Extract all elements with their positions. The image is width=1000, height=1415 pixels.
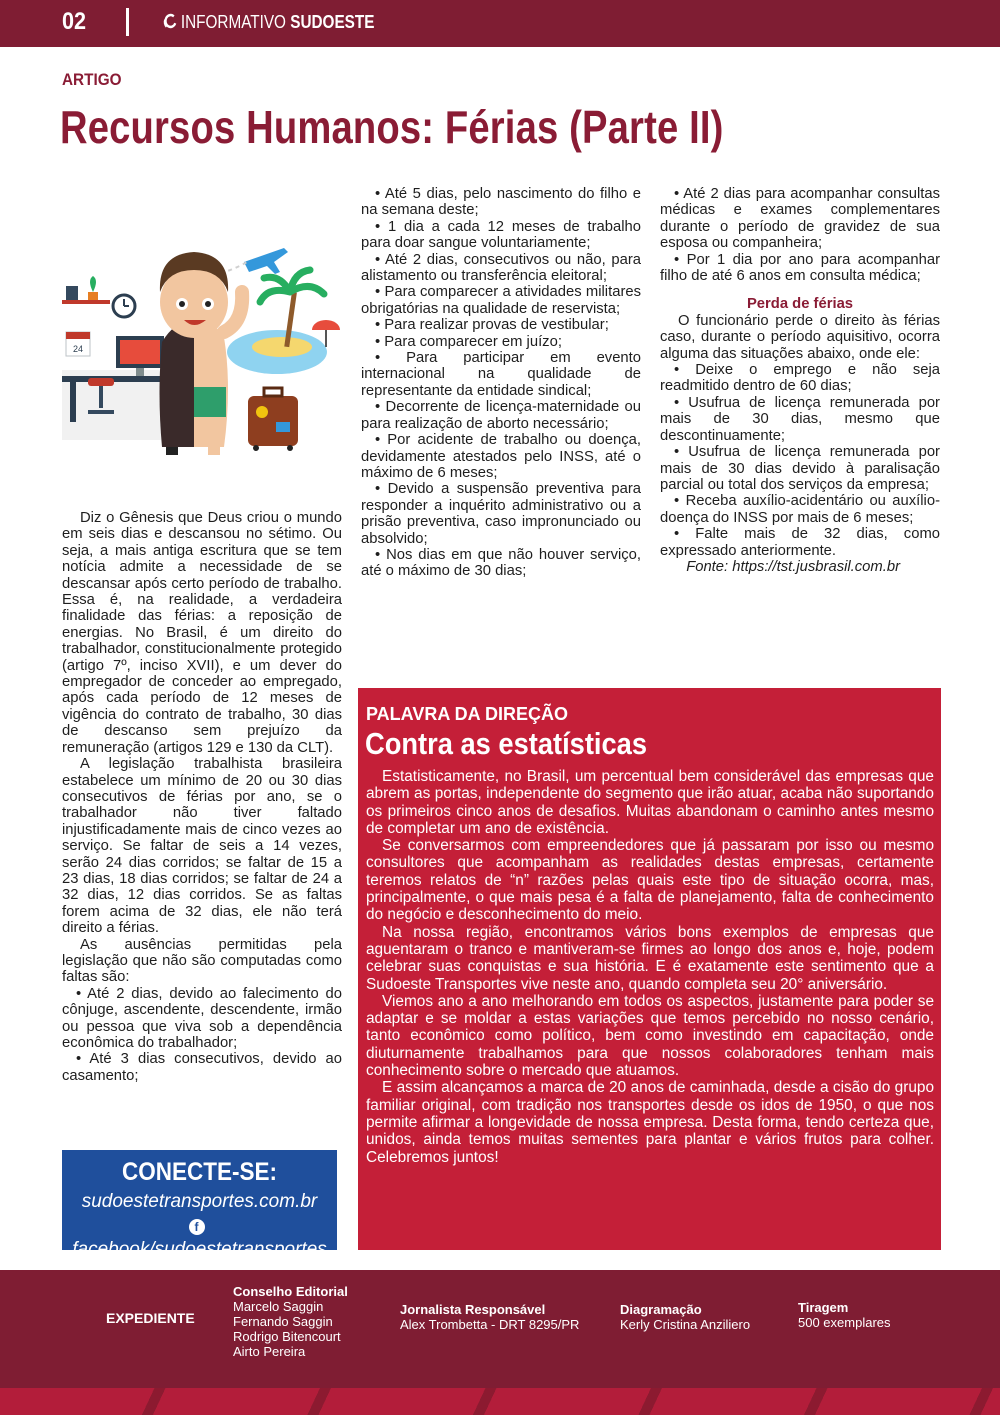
vacation-illustration: [62, 182, 342, 498]
list-item: • Até 3 dias consecutivos, devido ao casamento;: [62, 1051, 342, 1084]
diagramacao-label: Diagramação: [620, 1302, 702, 1317]
direction-label: PALAVRA DA DIREÇÃO: [366, 704, 568, 724]
source-credit: Fonte: https://tst.jusbrasil.com.br: [686, 558, 900, 575]
direction-paragraph: Na nossa região, encontramos vários bons exemplos de empresas que aguentaram o tranco e mantiveram-se firmes ao longo dos anos e, hoje, podem celebrar suas conquistas e sua história. E é exatamente este sentimento que a Sudoeste Transportes vive neste ano, quando completa seu 20° aniversário.: [366, 923, 934, 993]
list-item: • Devido a suspensão preventiva para responder a inquérito administrativo ou a prisão preventiva, caso impronunciado ou absolvido;: [361, 481, 641, 547]
jornalista-name: Alex Trombetta - DRT 8295/PR: [400, 1317, 580, 1332]
list-item: • Até 5 dias, pelo nascimento do filho e na semana deste;: [361, 186, 641, 219]
expediente-label: EXPEDIENTE: [106, 1310, 195, 1326]
connect-title: CONECTE-SE:: [121, 1158, 277, 1186]
brand-name: SUDOESTE: [290, 12, 375, 32]
list-item: • Falte mais de 32 dias, como expressado anteriormente.: [660, 526, 940, 559]
direction-body: [366, 768, 934, 1166]
list-item: • 1 dia a cada 12 meses de trabalho para doar sangue voluntariamente;: [361, 218, 641, 252]
page-number: 02: [62, 8, 87, 35]
list-item: • Nos dias em que não houver serviço, até o máximo de 30 dias;: [361, 546, 641, 580]
list-item: • Deixe o emprego e não seja readmitido dentro de 60 dias;: [660, 362, 940, 395]
direction-box: [358, 688, 941, 1250]
facebook-icon: f: [189, 1219, 205, 1235]
direction-title: Contra as estatísticas: [365, 726, 648, 761]
website-link[interactable]: sudoestetransportes.com.br: [81, 1191, 318, 1212]
direction-paragraph: Estatisticamente, no Brasil, um percentual bem considerável das empresas que abrem as portas, independente do segmento que irão atuar, acaba não suportando os primeiros cinco anos de desafios. Muitas abandonam o caminho antes mesmo de completar um ano de existência.: [366, 768, 934, 837]
conselho-editorial: [233, 1284, 348, 1359]
facebook-link[interactable]: [62, 1217, 337, 1261]
brand-prefix: INFORMATIVO: [180, 12, 286, 32]
list-item: • Até 2 dias para acompanhar consultas médicas e exames complementares durante o período de gravidez de sua esposa ou companheira;: [660, 186, 940, 252]
header-bar: [0, 0, 1000, 47]
list-item: • Decorrente de licença-maternidade ou para realização de aborto necessário;: [361, 399, 641, 432]
jornalista: [400, 1302, 579, 1332]
article-column-1: [62, 510, 342, 1084]
brand-logo-icon: [163, 13, 177, 30]
paragraph: A legislação trabalhista brasileira estabelece um mínimo de 20 ou 30 dias consecutivos de férias por ano, se o trabalhador não tiver faltado injustificadamente mais de cinco vezes ao serviço. Se faltar de seis a 14 vezes, serão 24 dias corridos; se faltar de 15 a 23 dias, 18 dias corridos; se faltar de 24 a 32 dias, 12 dias corridos. Se as faltas forem acima de 32 dias, ele não terá direito a férias.: [62, 756, 342, 937]
subheading: Perda de férias: [746, 296, 854, 313]
list-item: • Para comparecer em juízo;: [375, 333, 562, 350]
list-item: • Receba auxílio-acidentário ou auxílio-doença do INSS por mais de 6 meses;: [660, 493, 940, 526]
section-label: ARTIGO: [62, 70, 122, 89]
direction-paragraph: Viemos ano a ano melhorando em todos os aspectos, justamente para poder se adaptar e se moldar a estas variações que temos percebido no nosso cenário, tanto econômico como político, bem como investindo em capacitação, onde diuturnamente trabalhamos para que nossos colaboradores tenham mais conhecimento sobre o mercado que atuamos.: [366, 992, 934, 1080]
footer: [0, 1270, 1000, 1388]
tiragem-label: Tiragem: [798, 1300, 849, 1315]
paragraph: As ausências permitidas pela legislação que não são computadas como faltas são:: [62, 936, 342, 986]
paragraph: Diz o Gênesis que Deus criou o mundo em seis dias e descansou no sétimo. Ou seja, a mais antiga escritura que se tem notícia admite a necessidade de se descansar após certo período de trabalho. Essa é, na realidade, a verdadeira finalidade das férias: a reposição de energias. No Brasil, é um direito do trabalhador, constitucionalmente protegido (artigo 7º, inciso XVII), e um dever do empregador de conceder ao empregado, após cada período de 12 meses de vigência do contrato de trabalho, 30 dias de descanso sem prejuízo da remuneração (artigos 129 e 130 da CLT).: [62, 510, 342, 756]
list-item: • Usufrua de licença remunerada por mais de 30 dias devido à paralisação parcial ou total dos serviços da empresa;: [660, 444, 940, 493]
list-item: • Por acidente de trabalho ou doença, devidamente atestados pelo INSS, até o máximo de 6 meses;: [361, 432, 641, 481]
suitcase-icon: [248, 396, 298, 446]
brand: [163, 12, 374, 33]
connect-box: [62, 1150, 337, 1260]
facebook-link-text: facebook/sudoestetransportes: [72, 1239, 327, 1260]
list-item: • Para realizar provas de vestibular;: [375, 317, 609, 334]
list-item: • Para comparecer a atividades militares obrigatórias na qualidade de reservista;: [361, 284, 641, 317]
tiragem-value: 500 exemplares: [798, 1315, 891, 1330]
tiragem: [798, 1300, 891, 1330]
list-item: • Usufrua de licença remunerada por mais de 30 dias, mesmo que descontinuamente;: [660, 394, 940, 444]
direction-paragraph: E assim alcançamos a marca de 20 anos de caminhada, desde a cisão do grupo familiar original, com tradição nos transportes desde os idos de 1950, o que nos permite afirmar a longevidade de nossa empresa. Desta forma, tendo certeza que, unidos, ainda temos muitas sementes para plantar e vários frutos para colher. Celebremos juntos!: [366, 1079, 934, 1166]
jornalista-label: Jornalista Responsável: [400, 1302, 546, 1317]
paragraph: O funcionário perde o direito às férias caso, durante o período aquisitivo, ocorra alguma das situações abaixo, onde ele:: [660, 312, 940, 362]
header-divider: [126, 8, 129, 36]
footer-stripe: [0, 1388, 1000, 1415]
conselho-member: Marcelo Saggin: [233, 1299, 324, 1314]
direction-paragraph: Se conversarmos com empreendedores que já passaram por isso ou mesmo consultores que acompanham as realidades destas empresas, certamente teremos relatos de “n” razões pelas quais este tipo de situação ocorra, mas, principalmente, o que mais pesa é a falta de planejamento, falta de conhecimento do negócio e desconhecimento do meio.: [366, 837, 934, 924]
list-item: • Por 1 dia por ano para acompanhar filho de até 6 anos em consulta médica;: [660, 251, 940, 285]
list-item: • Até 2 dias, devido ao falecimento do cônjuge, ascendente, descendente, irmão ou pessoa que viva sob a dependência econômica do trabalhador;: [62, 985, 342, 1051]
conselho-member: Rodrigo Bitencourt: [233, 1329, 341, 1344]
conselho-member: Airto Pereira: [233, 1344, 306, 1359]
diagramacao-name: Kerly Cristina Anziliero: [620, 1317, 751, 1332]
article-column-2: [361, 186, 641, 580]
calendar-day: 24: [72, 344, 84, 354]
diagramacao: [620, 1302, 750, 1332]
list-item: • Até 2 dias, consecutivos ou não, para alistamento ou transferência eleitoral;: [361, 251, 641, 285]
list-item: • Para participar em evento internacional na qualidade de representante da entidade sindical;: [361, 350, 641, 399]
article-column-3: [660, 186, 940, 575]
conselho-member: Fernando Saggin: [233, 1314, 333, 1329]
conselho-label: Conselho Editorial: [233, 1284, 348, 1299]
article-title: Recursos Humanos: Férias (Parte II): [60, 101, 724, 153]
